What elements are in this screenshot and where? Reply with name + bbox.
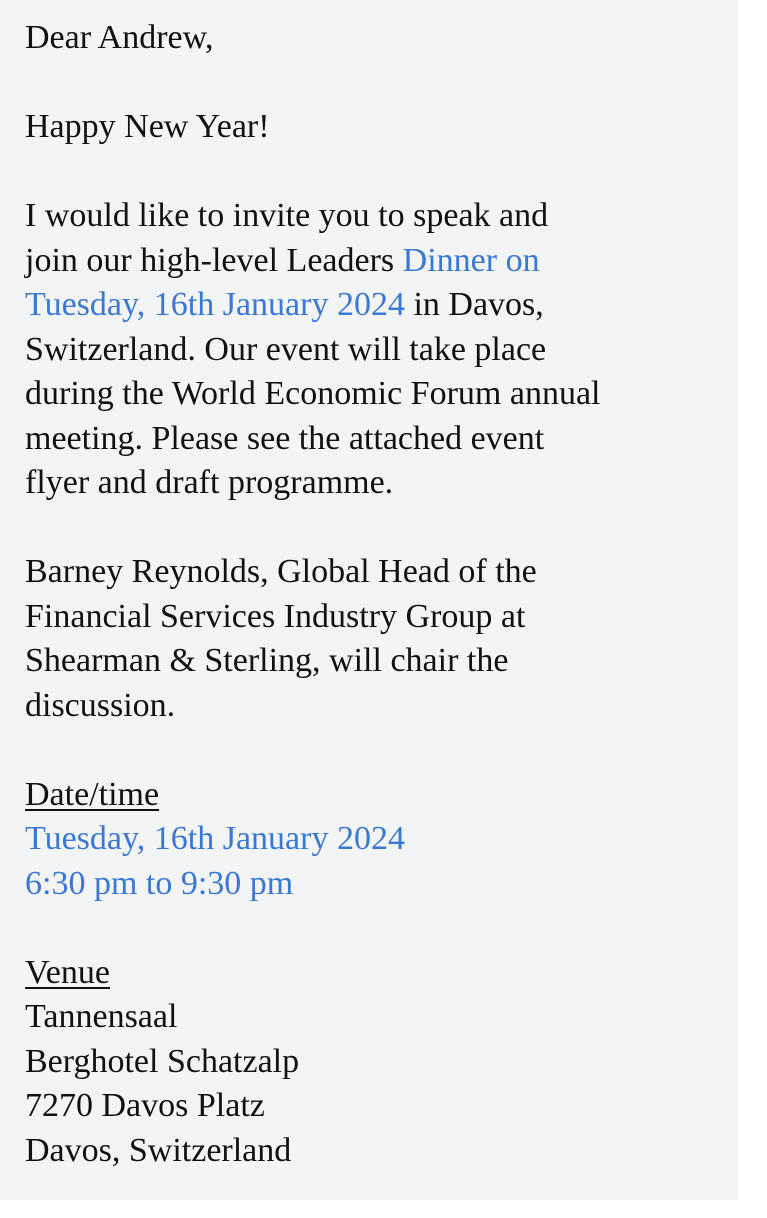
event-date-link[interactable]: Tuesday, 16th January 2024 [25,820,405,857]
invite-line-2-text: join our high-level Leaders [25,241,403,279]
greeting-text: Dear Andrew, [25,19,214,56]
venue-postal-address: 7270 Davos Platz [25,1087,265,1124]
chair-line-1: Barney Reynolds, Global Head of the [25,553,537,590]
invite-line-5: during the World Economic Forum annual [25,375,601,412]
new-year-paragraph [25,105,725,150]
venue-city: Davos, Switzerland [25,1131,292,1169]
venue-section [25,951,725,1174]
invite-line-6: meeting. Please see the attached event [25,419,545,457]
event-time-link[interactable]: 6:30 pm to 9:30 pm [25,864,294,902]
venue-hotel: Berghotel Schatzalp [25,1042,300,1080]
datetime-heading: Date/time [25,775,160,813]
datetime-section [25,773,725,907]
event-date-link-part-1[interactable]: Dinner on [402,241,540,279]
chair-paragraph [25,550,725,728]
invitation-paragraph [25,194,725,506]
venue-heading: Venue [25,953,110,991]
invite-line-1: I would like to invite you to speak and [25,197,549,234]
venue-room: Tannensaal [25,998,178,1035]
chair-line-2: Financial Services Industry Group at [25,597,526,635]
invite-line-3-text: in Davos, [404,286,544,323]
datetime-heading-line [25,773,725,818]
new-year-text: Happy New Year! [25,108,270,145]
invite-line-2 [25,239,725,284]
chair-line-4: discussion. [25,686,176,724]
invite-line-7: flyer and draft programme. [25,464,394,501]
greeting-paragraph [25,16,725,61]
email-body [25,16,725,1218]
event-date-link-part-2[interactable]: Tuesday, 16th January 2024 [25,286,405,323]
chair-line-3: Shearman & Sterling, will chair the [25,642,509,679]
invite-line-4: Switzerland. Our event will take place [25,330,547,368]
invite-line-3 [25,283,725,328]
venue-heading-line [25,951,725,996]
right-margin [738,0,767,1200]
